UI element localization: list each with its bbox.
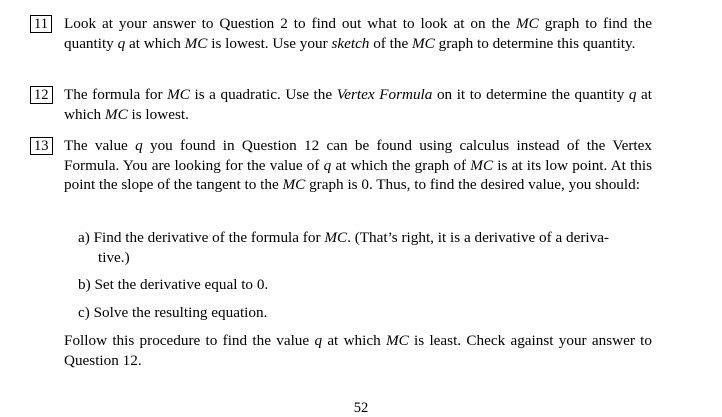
list-item bbox=[78, 228, 652, 267]
step-text: Solve the resulting equation. bbox=[93, 303, 268, 321]
list-item bbox=[78, 275, 652, 295]
problem-text: The value q you found in Question 12 can be found using calculus instead of the Vertex Formula. You are looking for the value of q at which the graph of MC is at its low point. At this point the slope of the tangent to the MC graph is 0. Thus, to find the desired value, you should: bbox=[64, 137, 652, 193]
step-label: c) bbox=[78, 303, 90, 321]
problem-number: 13 bbox=[30, 137, 53, 155]
step-text: Set the derivative equal to 0. bbox=[94, 276, 269, 293]
step-list bbox=[78, 228, 652, 330]
followup-paragraph: Follow this procedure to find the value q at which MC is least. Check against your answer to Question 12. bbox=[64, 332, 652, 369]
problem-text: The formula for MC is a quadratic. Use the Vertex Formula on it to determine the quantity q at which MC is lowest. bbox=[64, 86, 653, 123]
problem-11 bbox=[30, 14, 652, 53]
step-label: a) bbox=[78, 229, 90, 246]
list-item bbox=[78, 303, 652, 323]
step-label: b) bbox=[78, 276, 91, 293]
problem-number: 12 bbox=[30, 86, 53, 104]
step-text-continued: tive.) bbox=[98, 248, 130, 266]
page-number: 52 bbox=[353, 400, 369, 416]
problem-number: 11 bbox=[30, 15, 52, 33]
problem-13 bbox=[30, 136, 652, 195]
step-text: Find the derivative of the formula for MC. (That’s right, it is a derivative of a deriva- bbox=[93, 229, 609, 246]
problem-12 bbox=[30, 85, 652, 124]
problem-text: Look at your answer to Question 2 to find out what to look at on the MC graph to find the quantity q at which MC is lowest. Use your sketch of the MC graph to determine this quantity. bbox=[64, 15, 652, 52]
